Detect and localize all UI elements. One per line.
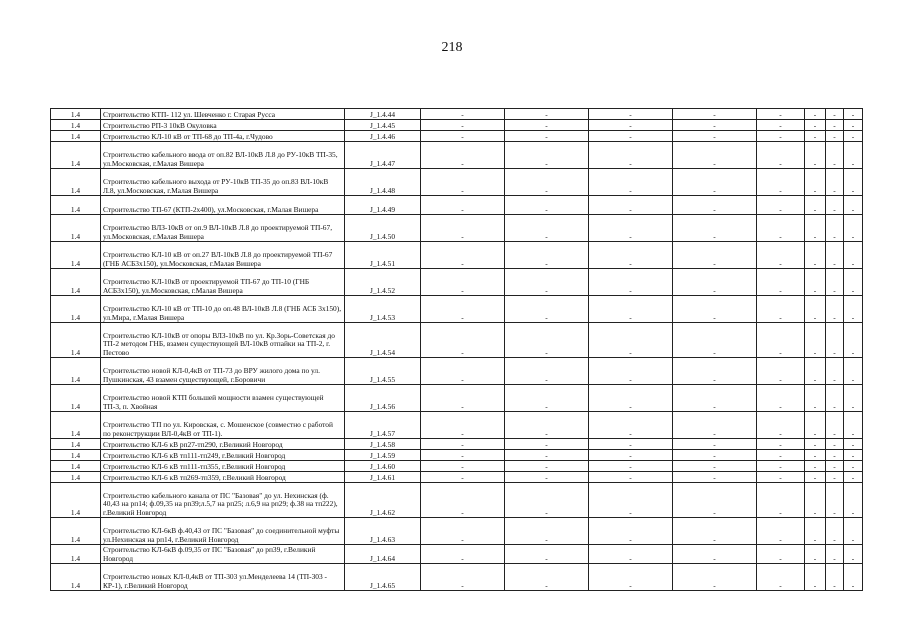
value-cell: - bbox=[757, 358, 805, 385]
value-cell: - bbox=[421, 472, 505, 483]
value-cell: - bbox=[844, 385, 863, 412]
value-cell: - bbox=[805, 142, 826, 169]
value-cell: - bbox=[844, 450, 863, 461]
value-cell: - bbox=[421, 564, 505, 591]
value-cell: - bbox=[826, 385, 844, 412]
table-row bbox=[51, 450, 863, 461]
section-number: 1.4 bbox=[51, 215, 101, 242]
value-cell: - bbox=[421, 169, 505, 196]
project-code: J_1.4.44 bbox=[345, 109, 421, 120]
value-cell: - bbox=[826, 120, 844, 131]
value-cell: - bbox=[805, 461, 826, 472]
project-name: Строительство кабельного канала от ПС "Базовая" до ул. Нехинская (ф. 40,43 на рп14; ф.09,35 на рп39;л.5,7 на рп25; л.6,9 на рп29; ф.38 на тп222), г.Великий Новгород bbox=[101, 483, 345, 518]
table-row bbox=[51, 412, 863, 439]
value-cell: - bbox=[505, 120, 589, 131]
value-cell: - bbox=[844, 564, 863, 591]
value-cell: - bbox=[844, 196, 863, 215]
value-cell: - bbox=[844, 439, 863, 450]
project-code: J_1.4.50 bbox=[345, 215, 421, 242]
value-cell: - bbox=[505, 296, 589, 323]
value-cell: - bbox=[589, 215, 673, 242]
value-cell: - bbox=[805, 412, 826, 439]
value-cell: - bbox=[505, 412, 589, 439]
project-name: Строительство КЛ-10 кВ от ТП-10 до оп.48 ВЛ-10кВ Л.8 (ГНБ АСБ 3х150), ул.Мира, г.Малая Вишера bbox=[101, 296, 345, 323]
value-cell: - bbox=[505, 564, 589, 591]
value-cell: - bbox=[673, 461, 757, 472]
value-cell: - bbox=[673, 450, 757, 461]
value-cell: - bbox=[505, 518, 589, 545]
value-cell: - bbox=[673, 296, 757, 323]
table-row bbox=[51, 358, 863, 385]
value-cell: - bbox=[589, 142, 673, 169]
section-number: 1.4 bbox=[51, 169, 101, 196]
value-cell: - bbox=[844, 109, 863, 120]
value-cell: - bbox=[673, 269, 757, 296]
value-cell: - bbox=[589, 296, 673, 323]
project-code: J_1.4.49 bbox=[345, 196, 421, 215]
table-row bbox=[51, 296, 863, 323]
value-cell: - bbox=[421, 323, 505, 358]
value-cell: - bbox=[826, 215, 844, 242]
project-name: Строительство ТП по ул. Кировская, с. Мошенское (совместно с работой по реконструкции ВЛ-0,4кВ от ТП-1). bbox=[101, 412, 345, 439]
value-cell: - bbox=[844, 242, 863, 269]
value-cell: - bbox=[844, 269, 863, 296]
project-code: J_1.4.54 bbox=[345, 323, 421, 358]
value-cell: - bbox=[757, 461, 805, 472]
value-cell: - bbox=[421, 215, 505, 242]
value-cell: - bbox=[805, 242, 826, 269]
value-cell: - bbox=[589, 450, 673, 461]
value-cell: - bbox=[826, 545, 844, 564]
table-row bbox=[51, 142, 863, 169]
project-code: J_1.4.51 bbox=[345, 242, 421, 269]
value-cell: - bbox=[757, 269, 805, 296]
value-cell: - bbox=[421, 518, 505, 545]
value-cell: - bbox=[757, 215, 805, 242]
value-cell: - bbox=[757, 385, 805, 412]
value-cell: - bbox=[757, 450, 805, 461]
project-code: J_1.4.56 bbox=[345, 385, 421, 412]
value-cell: - bbox=[505, 269, 589, 296]
value-cell: - bbox=[589, 169, 673, 196]
project-name: Строительство КЛ-6 кВ тп269-тп359, г.Великий Новгород bbox=[101, 472, 345, 483]
value-cell: - bbox=[589, 109, 673, 120]
value-cell: - bbox=[805, 323, 826, 358]
value-cell: - bbox=[805, 545, 826, 564]
project-code: J_1.4.45 bbox=[345, 120, 421, 131]
value-cell: - bbox=[805, 385, 826, 412]
investment-table bbox=[50, 108, 863, 591]
value-cell: - bbox=[421, 412, 505, 439]
value-cell: - bbox=[505, 439, 589, 450]
section-number: 1.4 bbox=[51, 358, 101, 385]
value-cell: - bbox=[805, 564, 826, 591]
value-cell: - bbox=[673, 439, 757, 450]
value-cell: - bbox=[421, 269, 505, 296]
value-cell: - bbox=[757, 472, 805, 483]
value-cell: - bbox=[757, 109, 805, 120]
table-row bbox=[51, 439, 863, 450]
value-cell: - bbox=[844, 461, 863, 472]
value-cell: - bbox=[805, 472, 826, 483]
value-cell: - bbox=[673, 131, 757, 142]
value-cell: - bbox=[757, 196, 805, 215]
value-cell: - bbox=[844, 518, 863, 545]
section-number: 1.4 bbox=[51, 450, 101, 461]
value-cell: - bbox=[826, 472, 844, 483]
value-cell: - bbox=[757, 242, 805, 269]
value-cell: - bbox=[844, 323, 863, 358]
project-code: J_1.4.59 bbox=[345, 450, 421, 461]
value-cell: - bbox=[757, 323, 805, 358]
value-cell: - bbox=[757, 120, 805, 131]
table-row bbox=[51, 269, 863, 296]
project-code: J_1.4.55 bbox=[345, 358, 421, 385]
value-cell: - bbox=[673, 109, 757, 120]
table-row bbox=[51, 323, 863, 358]
value-cell: - bbox=[673, 518, 757, 545]
value-cell: - bbox=[844, 169, 863, 196]
project-code: J_1.4.58 bbox=[345, 439, 421, 450]
value-cell: - bbox=[505, 242, 589, 269]
project-name: Строительство КЛ-6 кВ тп111-тп355, г.Великий Новгород bbox=[101, 461, 345, 472]
value-cell: - bbox=[844, 142, 863, 169]
value-cell: - bbox=[589, 385, 673, 412]
project-name: Строительство кабельного выхода от РУ-10кВ ТП-35 до оп.83 ВЛ-10кВ Л.8, ул.Московская, г.Малая Вишера bbox=[101, 169, 345, 196]
project-name: Строительство КЛ-6кВ ф.40,43 от ПС "Базовая" до соединительной муфты ул.Нехинская на рп14, г.Великий Новгород bbox=[101, 518, 345, 545]
value-cell: - bbox=[805, 196, 826, 215]
section-number: 1.4 bbox=[51, 196, 101, 215]
section-number: 1.4 bbox=[51, 242, 101, 269]
project-name: Строительство КЛ-10кВ от проектируемой ТП-67 до ТП-10 (ГНБ АСБ3х150), ул.Московская, г.Малая Вишера bbox=[101, 269, 345, 296]
value-cell: - bbox=[844, 545, 863, 564]
value-cell: - bbox=[589, 439, 673, 450]
value-cell: - bbox=[505, 142, 589, 169]
value-cell: - bbox=[826, 483, 844, 518]
value-cell: - bbox=[757, 564, 805, 591]
table-row bbox=[51, 109, 863, 120]
value-cell: - bbox=[421, 142, 505, 169]
value-cell: - bbox=[589, 518, 673, 545]
project-code: J_1.4.53 bbox=[345, 296, 421, 323]
value-cell: - bbox=[826, 439, 844, 450]
value-cell: - bbox=[805, 109, 826, 120]
value-cell: - bbox=[805, 358, 826, 385]
value-cell: - bbox=[673, 120, 757, 131]
project-code: J_1.4.57 bbox=[345, 412, 421, 439]
value-cell: - bbox=[421, 131, 505, 142]
value-cell: - bbox=[757, 142, 805, 169]
value-cell: - bbox=[805, 131, 826, 142]
value-cell: - bbox=[805, 120, 826, 131]
value-cell: - bbox=[757, 518, 805, 545]
table-row bbox=[51, 131, 863, 142]
value-cell: - bbox=[505, 109, 589, 120]
value-cell: - bbox=[826, 242, 844, 269]
value-cell: - bbox=[673, 412, 757, 439]
value-cell: - bbox=[826, 358, 844, 385]
value-cell: - bbox=[589, 358, 673, 385]
table-row bbox=[51, 472, 863, 483]
value-cell: - bbox=[805, 483, 826, 518]
value-cell: - bbox=[505, 483, 589, 518]
value-cell: - bbox=[505, 545, 589, 564]
project-code: J_1.4.52 bbox=[345, 269, 421, 296]
value-cell: - bbox=[826, 518, 844, 545]
value-cell: - bbox=[826, 450, 844, 461]
project-code: J_1.4.48 bbox=[345, 169, 421, 196]
value-cell: - bbox=[826, 169, 844, 196]
value-cell: - bbox=[805, 450, 826, 461]
value-cell: - bbox=[757, 169, 805, 196]
value-cell: - bbox=[826, 296, 844, 323]
project-name: Строительство кабельного ввода от оп.82 ВЛ-10кВ Л.8 до РУ-10кВ ТП-35, ул.Московская, г.Малая Вишера bbox=[101, 142, 345, 169]
value-cell: - bbox=[826, 323, 844, 358]
value-cell: - bbox=[757, 131, 805, 142]
value-cell: - bbox=[757, 296, 805, 323]
value-cell: - bbox=[757, 439, 805, 450]
value-cell: - bbox=[673, 472, 757, 483]
value-cell: - bbox=[805, 518, 826, 545]
project-name: Строительство КЛ-10 кВ от ТП-68 до ТП-4а, г.Чудово bbox=[101, 131, 345, 142]
project-name: Строительство новой КЛ-0,4кВ от ТП-73 до ВРУ жилого дома по ул. Пушкинская, 43 взамен существующей, г.Боровичи bbox=[101, 358, 345, 385]
value-cell: - bbox=[673, 142, 757, 169]
section-number: 1.4 bbox=[51, 142, 101, 169]
value-cell: - bbox=[505, 215, 589, 242]
project-code: J_1.4.64 bbox=[345, 545, 421, 564]
section-number: 1.4 bbox=[51, 472, 101, 483]
table-row bbox=[51, 242, 863, 269]
value-cell: - bbox=[826, 109, 844, 120]
section-number: 1.4 bbox=[51, 131, 101, 142]
value-cell: - bbox=[805, 169, 826, 196]
value-cell: - bbox=[673, 385, 757, 412]
value-cell: - bbox=[421, 545, 505, 564]
value-cell: - bbox=[421, 120, 505, 131]
value-cell: - bbox=[757, 545, 805, 564]
project-name: Строительство ВЛЗ-10кВ от оп.9 ВЛ-10кВ Л.8 до проектируемой ТП-67, ул.Московская, г.Малая Вишера bbox=[101, 215, 345, 242]
value-cell: - bbox=[673, 169, 757, 196]
project-name: Строительство ТП-67 (КТП-2х400), ул.Московская, г.Малая Вишера bbox=[101, 196, 345, 215]
value-cell: - bbox=[805, 215, 826, 242]
table-row bbox=[51, 169, 863, 196]
value-cell: - bbox=[589, 472, 673, 483]
table-row bbox=[51, 483, 863, 518]
project-name: Строительство КЛ-6кВ ф.09,35 от ПС "Базовая" до рп39, г.Великий Новгород bbox=[101, 545, 345, 564]
value-cell: - bbox=[589, 131, 673, 142]
project-name: Строительство КЛ-6 кВ рп27-тп290, г.Великий Новгород bbox=[101, 439, 345, 450]
value-cell: - bbox=[844, 296, 863, 323]
value-cell: - bbox=[421, 296, 505, 323]
value-cell: - bbox=[589, 483, 673, 518]
value-cell: - bbox=[421, 439, 505, 450]
value-cell: - bbox=[805, 269, 826, 296]
value-cell: - bbox=[844, 131, 863, 142]
value-cell: - bbox=[421, 450, 505, 461]
value-cell: - bbox=[589, 196, 673, 215]
value-cell: - bbox=[589, 120, 673, 131]
value-cell: - bbox=[421, 385, 505, 412]
section-number: 1.4 bbox=[51, 439, 101, 450]
table-row bbox=[51, 385, 863, 412]
section-number: 1.4 bbox=[51, 545, 101, 564]
value-cell: - bbox=[421, 461, 505, 472]
project-name: Строительство КЛ-6 кВ тп111-тп249, г.Великий Новгород bbox=[101, 450, 345, 461]
value-cell: - bbox=[505, 358, 589, 385]
value-cell: - bbox=[589, 412, 673, 439]
section-number: 1.4 bbox=[51, 385, 101, 412]
section-number: 1.4 bbox=[51, 564, 101, 591]
value-cell: - bbox=[826, 269, 844, 296]
value-cell: - bbox=[421, 242, 505, 269]
value-cell: - bbox=[589, 545, 673, 564]
value-cell: - bbox=[826, 412, 844, 439]
value-cell: - bbox=[844, 472, 863, 483]
section-number: 1.4 bbox=[51, 518, 101, 545]
value-cell: - bbox=[757, 412, 805, 439]
value-cell: - bbox=[505, 169, 589, 196]
value-cell: - bbox=[805, 439, 826, 450]
project-code: J_1.4.60 bbox=[345, 461, 421, 472]
value-cell: - bbox=[673, 358, 757, 385]
page-number: 218 bbox=[441, 40, 463, 55]
project-name: Строительство КТП- 112 ул. Шевченко г. Старая Русса bbox=[101, 109, 345, 120]
project-name: Строительство новых КЛ-0,4кВ от ТП-303 ул.Менделеева 14 (ТП-303 - КР-1), г.Великий Новгород bbox=[101, 564, 345, 591]
project-code: J_1.4.47 bbox=[345, 142, 421, 169]
value-cell: - bbox=[505, 461, 589, 472]
project-name: Строительство КЛ-10 кВ от оп.27 ВЛ-10кВ Л.8 до проектируемой ТП-67 (ГНБ АСБ3х150), ул.Московская, г.Малая Вишера bbox=[101, 242, 345, 269]
value-cell: - bbox=[826, 196, 844, 215]
value-cell: - bbox=[589, 323, 673, 358]
section-number: 1.4 bbox=[51, 461, 101, 472]
project-name: Строительство КЛ-10кВ от опоры ВЛЗ-10кВ по ул. Кр.Зорь-Советская до ТП-2 методом ГНБ, взамен существующей ВЛ-10кВ отпайки на ТП-2, г. Пестово bbox=[101, 323, 345, 358]
value-cell: - bbox=[826, 142, 844, 169]
project-name: Строительство новой КТП большей мощности взамен существующей ТП-3, п. Хвойная bbox=[101, 385, 345, 412]
project-code: J_1.4.61 bbox=[345, 472, 421, 483]
section-number: 1.4 bbox=[51, 483, 101, 518]
value-cell: - bbox=[505, 472, 589, 483]
value-cell: - bbox=[826, 461, 844, 472]
value-cell: - bbox=[421, 196, 505, 215]
project-code: J_1.4.62 bbox=[345, 483, 421, 518]
table-row bbox=[51, 120, 863, 131]
project-code: J_1.4.63 bbox=[345, 518, 421, 545]
value-cell: - bbox=[673, 545, 757, 564]
value-cell: - bbox=[844, 412, 863, 439]
project-code: J_1.4.46 bbox=[345, 131, 421, 142]
table-row bbox=[51, 196, 863, 215]
value-cell: - bbox=[505, 450, 589, 461]
value-cell: - bbox=[844, 358, 863, 385]
value-cell: - bbox=[589, 269, 673, 296]
value-cell: - bbox=[589, 564, 673, 591]
value-cell: - bbox=[826, 131, 844, 142]
value-cell: - bbox=[505, 131, 589, 142]
project-code: J_1.4.65 bbox=[345, 564, 421, 591]
value-cell: - bbox=[589, 242, 673, 269]
section-number: 1.4 bbox=[51, 269, 101, 296]
value-cell: - bbox=[673, 196, 757, 215]
value-cell: - bbox=[673, 215, 757, 242]
value-cell: - bbox=[805, 296, 826, 323]
value-cell: - bbox=[844, 215, 863, 242]
value-cell: - bbox=[826, 564, 844, 591]
value-cell: - bbox=[844, 120, 863, 131]
section-number: 1.4 bbox=[51, 120, 101, 131]
table-row bbox=[51, 545, 863, 564]
section-number: 1.4 bbox=[51, 412, 101, 439]
value-cell: - bbox=[673, 483, 757, 518]
value-cell: - bbox=[421, 483, 505, 518]
value-cell: - bbox=[673, 564, 757, 591]
value-cell: - bbox=[844, 483, 863, 518]
value-cell: - bbox=[505, 385, 589, 412]
value-cell: - bbox=[589, 461, 673, 472]
value-cell: - bbox=[505, 323, 589, 358]
value-cell: - bbox=[757, 483, 805, 518]
table-row bbox=[51, 518, 863, 545]
value-cell: - bbox=[421, 109, 505, 120]
project-name: Строительство РП-3 10кВ Окуловка bbox=[101, 120, 345, 131]
section-number: 1.4 bbox=[51, 109, 101, 120]
section-number: 1.4 bbox=[51, 296, 101, 323]
section-number: 1.4 bbox=[51, 323, 101, 358]
value-cell: - bbox=[505, 196, 589, 215]
value-cell: - bbox=[673, 323, 757, 358]
value-cell: - bbox=[673, 242, 757, 269]
table-row bbox=[51, 461, 863, 472]
table-row bbox=[51, 564, 863, 591]
value-cell: - bbox=[421, 358, 505, 385]
table-row bbox=[51, 215, 863, 242]
